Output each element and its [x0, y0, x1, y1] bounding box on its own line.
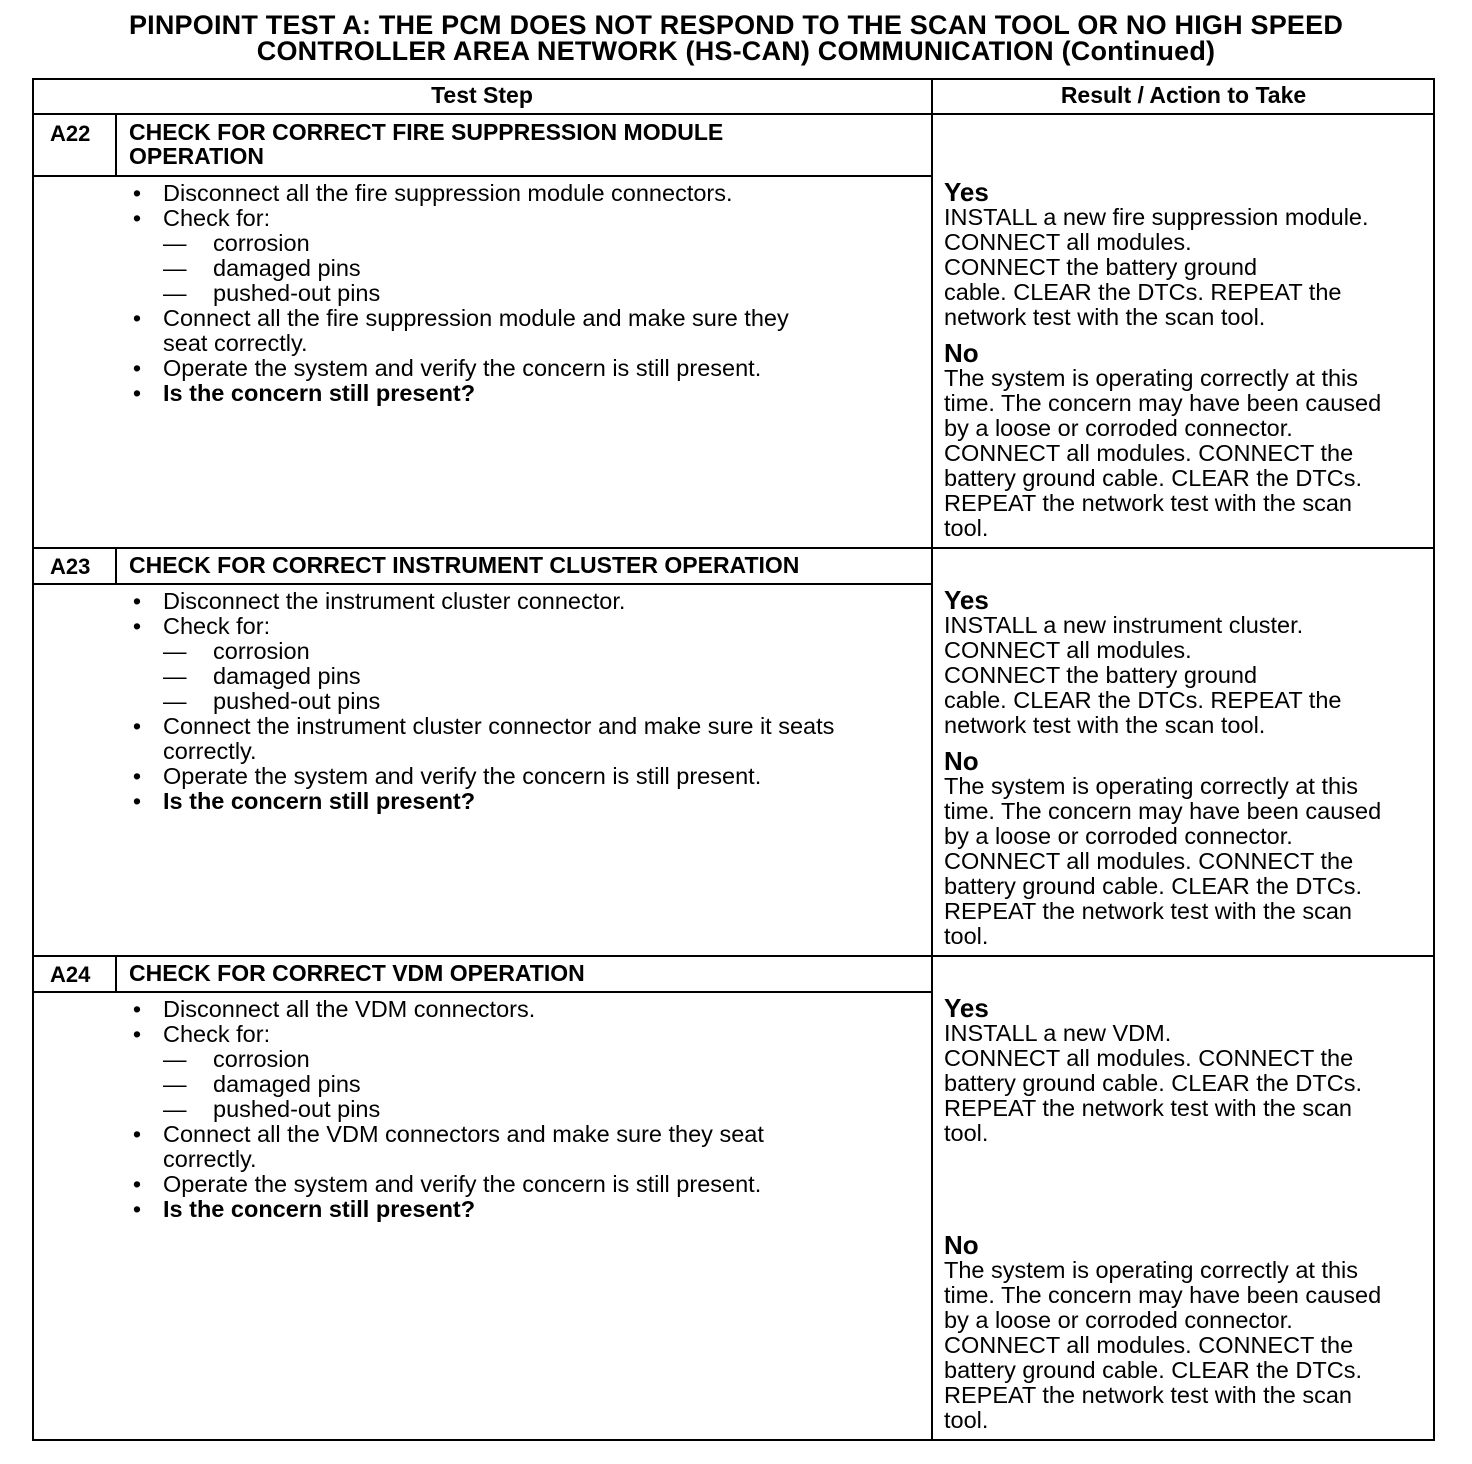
step-title-line: CHECK FOR CORRECT VDM OPERATION — [129, 960, 585, 986]
result-line: battery ground cable. CLEAR the DTCs. — [944, 1357, 1362, 1383]
list-item — [127, 1172, 927, 1197]
list-item — [127, 231, 927, 256]
list-item-text: Disconnect all the VDM connectors. — [163, 996, 536, 1022]
list-item-text: Connect all the fire suppression module and make sure they — [163, 305, 789, 331]
bullet-mark: • — [132, 763, 142, 789]
result-line: cable. CLEAR the DTCs. REPEAT the — [944, 687, 1342, 713]
bullet-mark: • — [132, 205, 142, 231]
step-id: A23 — [50, 554, 91, 579]
step-id-divider — [115, 548, 117, 584]
list-item — [127, 789, 927, 814]
result-line: REPEAT the network test with the scan — [944, 898, 1352, 924]
result-line: CONNECT the battery ground — [944, 662, 1258, 688]
step-instructions — [127, 589, 927, 814]
list-item — [127, 664, 927, 689]
step-title-rule — [32, 991, 932, 993]
list-item — [127, 614, 927, 639]
result-line: CONNECT all modules. CONNECT the — [944, 1332, 1354, 1358]
list-item — [127, 714, 927, 739]
result-line: battery ground cable. CLEAR the DTCs. — [944, 873, 1362, 899]
result-yes — [944, 995, 1432, 1146]
list-item — [127, 1197, 927, 1222]
bullet-mark: • — [132, 1021, 142, 1047]
result-line: network test with the scan tool. — [944, 712, 1266, 738]
step-title-rule — [32, 583, 932, 585]
bullet-mark: • — [132, 1196, 142, 1222]
bullet-mark: • — [132, 996, 142, 1022]
list-item — [127, 356, 927, 381]
result-no — [944, 748, 1432, 949]
pinpoint-test-table — [32, 78, 1435, 1441]
result-line: by a loose or corroded connector. — [944, 823, 1293, 849]
list-item-question: Is the concern still present? — [163, 788, 476, 814]
result-line: time. The concern may have been caused — [944, 1282, 1382, 1308]
dash-mark: — — [163, 688, 187, 714]
bullet-mark: • — [132, 588, 142, 614]
header-rule — [32, 113, 1435, 115]
list-item-text: pushed-out pins — [213, 280, 381, 306]
result-line: tool. — [944, 923, 989, 949]
bullet-mark: • — [132, 380, 142, 406]
row-separator — [32, 547, 1435, 549]
result-yes — [944, 587, 1432, 738]
dash-mark: — — [163, 663, 187, 689]
list-item — [127, 689, 927, 714]
result-line: tool. — [944, 1407, 989, 1433]
yes-label: Yes — [944, 585, 989, 615]
step-title-line: OPERATION — [129, 143, 265, 169]
step-id: A22 — [50, 121, 91, 146]
list-item — [127, 739, 927, 764]
no-label: No — [944, 1230, 979, 1260]
result-no — [944, 1232, 1432, 1433]
result-line: cable. CLEAR the DTCs. REPEAT the — [944, 279, 1342, 305]
list-item — [127, 206, 927, 231]
list-item — [127, 1022, 927, 1047]
list-item-text: Operate the system and verify the concern is still present. — [163, 1171, 762, 1197]
list-item-text: Check for: — [163, 1021, 271, 1047]
list-item — [127, 639, 927, 664]
bullet-mark: • — [132, 305, 142, 331]
bullet-mark: • — [132, 613, 142, 639]
result-line: by a loose or corroded connector. — [944, 1307, 1293, 1333]
result-line: time. The concern may have been caused — [944, 798, 1382, 824]
no-label: No — [944, 338, 979, 368]
result-line: tool. — [944, 1120, 989, 1146]
yes-label: Yes — [944, 993, 989, 1023]
column-divider — [931, 78, 933, 1441]
result-line: INSTALL a new instrument cluster. — [944, 612, 1304, 638]
bullet-mark: • — [132, 1171, 142, 1197]
list-item — [127, 1097, 927, 1122]
no-label: No — [944, 746, 979, 776]
title-line-1: PINPOINT TEST A: THE PCM DOES NOT RESPOND TO THE SCAN TOOL OR NO HIGH SPEED — [128, 10, 1344, 40]
list-item — [127, 764, 927, 789]
header-result-action: Result / Action to Take — [1060, 82, 1307, 108]
list-item-text: Check for: — [163, 613, 271, 639]
list-item-text: Disconnect all the fire suppression module connectors. — [163, 180, 733, 206]
bullet-mark: • — [132, 713, 142, 739]
list-item — [127, 1147, 927, 1172]
dash-mark: — — [163, 1046, 187, 1072]
list-item-text: correctly. — [163, 738, 257, 764]
result-line: INSTALL a new fire suppression module. — [944, 204, 1369, 230]
list-item — [127, 256, 927, 281]
list-item-text: damaged pins — [213, 663, 361, 689]
list-item-text: pushed-out pins — [213, 1096, 381, 1122]
result-line: battery ground cable. CLEAR the DTCs. — [944, 465, 1362, 491]
list-item-text: pushed-out pins — [213, 688, 381, 714]
bullet-mark: • — [132, 788, 142, 814]
result-line: CONNECT all modules. CONNECT the — [944, 1045, 1354, 1071]
list-item — [127, 181, 927, 206]
list-item — [127, 1122, 927, 1147]
list-item-text: correctly. — [163, 1146, 257, 1172]
result-line: by a loose or corroded connector. — [944, 415, 1293, 441]
header-test-step: Test Step — [431, 82, 533, 108]
list-item-text: damaged pins — [213, 255, 361, 281]
result-line: network test with the scan tool. — [944, 304, 1266, 330]
list-item — [127, 306, 927, 331]
list-item — [127, 997, 927, 1022]
result-line: CONNECT all modules. CONNECT the — [944, 848, 1354, 874]
result-line: The system is operating correctly at this — [944, 773, 1359, 799]
step-title-line: CHECK FOR CORRECT INSTRUMENT CLUSTER OPERATION — [129, 552, 800, 578]
result-no — [944, 340, 1432, 541]
result-line: time. The concern may have been caused — [944, 390, 1382, 416]
list-item-text: Check for: — [163, 205, 271, 231]
step-id-divider — [115, 114, 117, 176]
list-item-text: seat correctly. — [163, 330, 308, 356]
bullet-mark: • — [132, 355, 142, 381]
result-line: REPEAT the network test with the scan — [944, 490, 1352, 516]
list-item-question: Is the concern still present? — [163, 380, 476, 406]
list-item-text: Connect the instrument cluster connector and make sure it seats — [163, 713, 835, 739]
page-title — [0, 12, 1472, 64]
list-item — [127, 281, 927, 306]
result-line: battery ground cable. CLEAR the DTCs. — [944, 1070, 1362, 1096]
list-item-text: corrosion — [213, 230, 310, 256]
list-item — [127, 331, 927, 356]
list-item-text: corrosion — [213, 638, 310, 664]
yes-label: Yes — [944, 177, 989, 207]
result-line: The system is operating correctly at this — [944, 365, 1359, 391]
list-item — [127, 381, 927, 406]
result-yes — [944, 179, 1432, 330]
result-line: CONNECT all modules. — [944, 229, 1192, 255]
step-instructions — [127, 997, 927, 1222]
step-title-line: CHECK FOR CORRECT FIRE SUPPRESSION MODULE — [129, 119, 724, 145]
step-title-rule — [32, 175, 932, 177]
list-item-text: corrosion — [213, 1046, 310, 1072]
result-line: CONNECT the battery ground — [944, 254, 1258, 280]
list-item-text: Connect all the VDM connectors and make sure they seat — [163, 1121, 764, 1147]
list-item-text: Operate the system and verify the concern is still present. — [163, 355, 762, 381]
dash-mark: — — [163, 638, 187, 664]
result-line: CONNECT all modules. — [944, 637, 1192, 663]
step-instructions — [127, 181, 927, 406]
result-line: REPEAT the network test with the scan — [944, 1382, 1352, 1408]
title-line-2: CONTROLLER AREA NETWORK (HS-CAN) COMMUNICATION (Continued) — [256, 36, 1216, 66]
list-item — [127, 1072, 927, 1097]
result-line: The system is operating correctly at this — [944, 1257, 1359, 1283]
result-line: REPEAT the network test with the scan — [944, 1095, 1352, 1121]
dash-mark: — — [163, 255, 187, 281]
bullet-mark: • — [132, 180, 142, 206]
list-item-text: Operate the system and verify the concern is still present. — [163, 763, 762, 789]
result-line: INSTALL a new VDM. — [944, 1020, 1172, 1046]
dash-mark: — — [163, 1071, 187, 1097]
row-separator — [32, 955, 1435, 957]
list-item-question: Is the concern still present? — [163, 1196, 476, 1222]
list-item — [127, 589, 927, 614]
bullet-mark: • — [132, 1121, 142, 1147]
list-item-text: damaged pins — [213, 1071, 361, 1097]
dash-mark: — — [163, 280, 187, 306]
dash-mark: — — [163, 230, 187, 256]
step-id: A24 — [50, 962, 91, 987]
step-id-divider — [115, 956, 117, 992]
dash-mark: — — [163, 1096, 187, 1122]
list-item — [127, 1047, 927, 1072]
list-item-text: Disconnect the instrument cluster connector. — [163, 588, 626, 614]
result-line: tool. — [944, 515, 989, 541]
result-line: CONNECT all modules. CONNECT the — [944, 440, 1354, 466]
